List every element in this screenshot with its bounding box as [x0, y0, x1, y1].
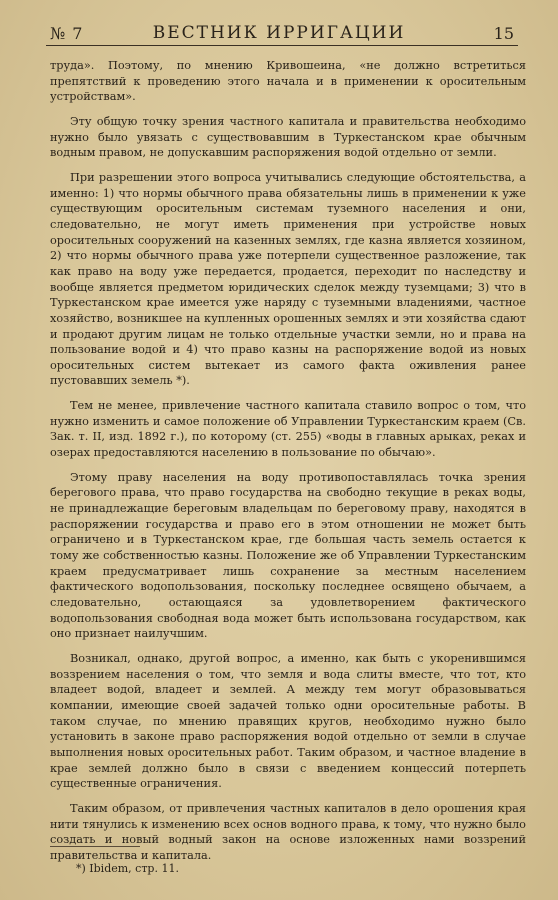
paragraph: При разрешении этого вопроса учитывались следующие обстоятельства, а именно: 1) что нормы обычного права обязательны лишь в применении к уже существующим оросительным системам туземного населения и они, следовательно, не могут иметь применения при устройстве новых оросительных сооружений на казенных землях, где казна является хозяином, 2) что нормы обычного права уже потерпели существенное разложение, так как право на воду уже передается, продается, переходит по наследству и вообще является предметом юридических сделок между туземцами; 3) что в Туркестанском крае имеется уже наряду с туземными владениями, частное хозяйство, возникшее на купленных орошенных землях и эти хозяйства сдают и продают другим лицам не только отдельные участки земли, но и права на пользование водой и 4) что право казны на распоряжение водой из новых оросительных систем вытекает из самого факта оживления ранее пустовавших земель *).: [50, 170, 526, 388]
article-body: [50, 58, 526, 873]
paragraph: труда». Поэтому, по мнению Кривошеина, «не должно встретиться препятствий к проведению этого начала и в применении к оросительным устройствам».: [50, 59, 526, 104]
paragraph: Этому праву населения на воду противопоставлялась точка зрения берегового права, что право государства на свободно текущие в реках воды, не принадлежащие береговым владельцам по береговому праву, находятся в распоряжении государства и право его в этом отношении не может быть ограничено и в Туркестанском крае, где большая часть земель остается к тому же собственностью казны. Положение же об Управлении Туркестанским краем предусматривает лишь сохранение за местным населением фактического водопользования, поскольку последнее освящено обычаем, а следовательно, остающаяся за удовлетворением фактического водопользования свободная вода может быть использована государством, как оно признает наилучшим.: [50, 470, 526, 641]
paragraph: Возникал, однако, другой вопрос, а именно, как быть с укоренившимся воззрением населения о том, что земля и вода слиты вместе, что тот, кто владеет водой, владеет и землей. А между тем могут образовываться компании, имеющие своей задачей только одни оросительные работы. В таком случае, по мнению правящих кругов, необходимо нужно было установить в законе право распоряжения водой отдельно от земли в случае выполнения новых оросительных работ. Таким образом, и частное владение в крае землей должно было в связи с введением концессий потерпеть существенные ограничения.: [50, 651, 526, 791]
paragraph: Эту общую точку зрения частного капитала и правительства необходимо нужно было увязать с существовавшим в Туркестанском крае обычным водным правом, не допускавшим распоряжения водой отдельно от земли.: [50, 114, 526, 160]
running-header: [0, 0, 558, 48]
paragraph: Таким образом, от привлечения частных капиталов в дело орошения края нити тянулись к изменению всех основ водного права, к тому, что нужно было создать и новый водный закон на основе изложенных нами воззрений правительства и капитала.: [50, 801, 526, 862]
footnote: *) Ibidem, стр. 11.: [76, 862, 179, 875]
paragraph: Тем не менее, привлечение частного капитала ставило вопрос о том, что нужно изменить и самое положение об Управлении Туркестанским краем (Св. Зак. т. II, изд. 1892 г.), по которому (ст. 255) «воды в главных арыках, реках и озерах предоставляются населению в пользование по обычаю».: [50, 399, 526, 460]
footnote-rule: [50, 846, 140, 847]
issue-number: № 7: [50, 24, 84, 43]
page-number: 15: [493, 24, 514, 43]
journal-title: ВЕСТНИК ИРРИГАЦИИ: [152, 23, 406, 43]
header-rule: [46, 45, 518, 46]
